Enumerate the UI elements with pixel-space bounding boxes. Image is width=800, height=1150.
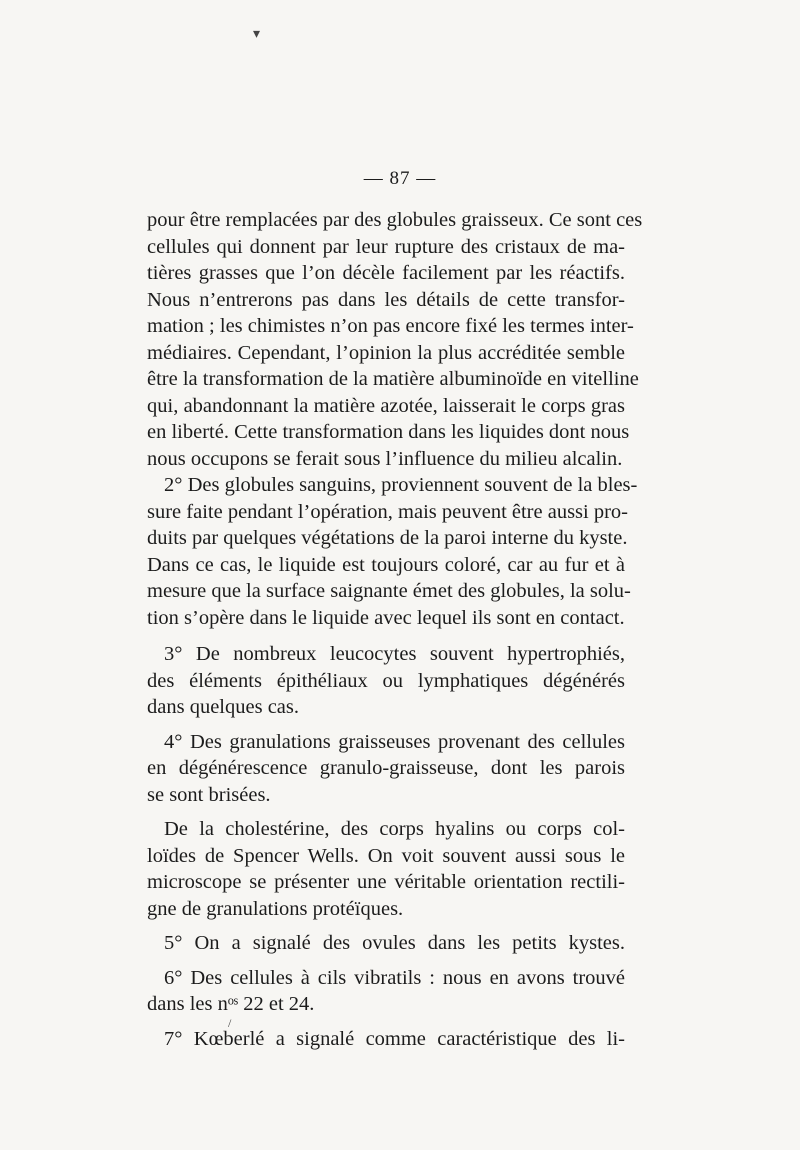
text-line: cellules qui donnent par leur rupture des cristaux de ma- bbox=[147, 235, 625, 258]
paragraph-2 bbox=[147, 472, 638, 631]
text-line: 4° Des granulations graisseuses provenant des cellules bbox=[164, 730, 625, 753]
text-line: 6° Des cellules à cils vibratils : nous en avons trouvé bbox=[164, 966, 625, 989]
page-number: — 87 — bbox=[363, 168, 437, 189]
text-line: en dégénérescence granulo-graisseuse, dont les parois bbox=[147, 757, 625, 779]
paragraph-5 bbox=[147, 816, 625, 922]
paragraph-3 bbox=[147, 641, 625, 721]
text-line: loïdes de Spencer Wells. On voit souvent aussi sous le bbox=[147, 844, 625, 867]
text-line: qui, abandonnant la matière azotée, laisserait le corps gras bbox=[147, 394, 625, 417]
text-line: mesure que la surface saignante émet des globules, la solu- bbox=[147, 580, 631, 602]
text-line: Dans ce cas, le liquide est toujours coloré, car au fur et à bbox=[147, 553, 625, 576]
text-line: De la cholestérine, des corps hyalins ou corps col- bbox=[164, 818, 625, 840]
ink-speck-top: ▾ bbox=[253, 27, 261, 42]
text-line: gne de granulations protéïques. bbox=[147, 897, 404, 920]
text-line: sure faite pendant l’opération, mais peuvent être aussi pro- bbox=[147, 500, 629, 523]
text-line: pour être remplacées par des globules graisseux. Ce sont ces bbox=[147, 209, 643, 231]
text-line: tion s’opère dans le liquide avec lequel ils sont en contact. bbox=[147, 606, 625, 629]
text-line: 2° Des globules sanguins, proviennent souvent de la bles- bbox=[164, 474, 638, 496]
text-line: microscope se présenter une véritable orientation rectili- bbox=[147, 871, 625, 893]
text-line: Nous n’entrerons pas dans les détails de cette transfor- bbox=[147, 288, 625, 311]
text-line: 3° De nombreux leucocytes souvent hypertrophiés, bbox=[164, 643, 625, 665]
text-line: 5° On a signalé des ovules dans les petits kystes. bbox=[164, 932, 625, 954]
text-line: des éléments épithéliaux ou lymphatiques dégénérés bbox=[147, 669, 625, 692]
text-line: nous occupons se ferait sous l’influence du milieu alcalin. bbox=[147, 447, 623, 470]
text-line: dans les nᵒˢ 22 et 24. bbox=[147, 993, 315, 1015]
ink-speck-bottom: / bbox=[228, 1016, 232, 1030]
text-line: duits par quelques végétations de la paroi interne du kyste. bbox=[147, 527, 628, 549]
text-line: mation ; les chimistes n’on pas encore fixé les termes inter- bbox=[147, 315, 634, 337]
body-text bbox=[147, 207, 643, 1052]
paragraph-7 bbox=[147, 965, 625, 1018]
text-line: 7° Kœberlé a signalé comme caractéristique des li- bbox=[164, 1027, 625, 1050]
text-line: se sont brisées. bbox=[147, 783, 271, 806]
text-line: dans quelques cas. bbox=[147, 696, 299, 718]
text-line: tières grasses que l’on décèle facilement par les réactifs. bbox=[147, 262, 625, 284]
text-line: en liberté. Cette transformation dans les liquides dont nous bbox=[147, 421, 630, 443]
text-line: être la transformation de la matière albuminoïde en vitelline bbox=[147, 368, 639, 390]
paragraph-8 bbox=[147, 1026, 625, 1053]
paragraph-6 bbox=[147, 930, 625, 957]
paragraph-1 bbox=[147, 207, 643, 472]
paragraph-4 bbox=[147, 729, 625, 809]
text-line: médiaires. Cependant, l’opinion la plus accréditée semble bbox=[147, 341, 625, 364]
